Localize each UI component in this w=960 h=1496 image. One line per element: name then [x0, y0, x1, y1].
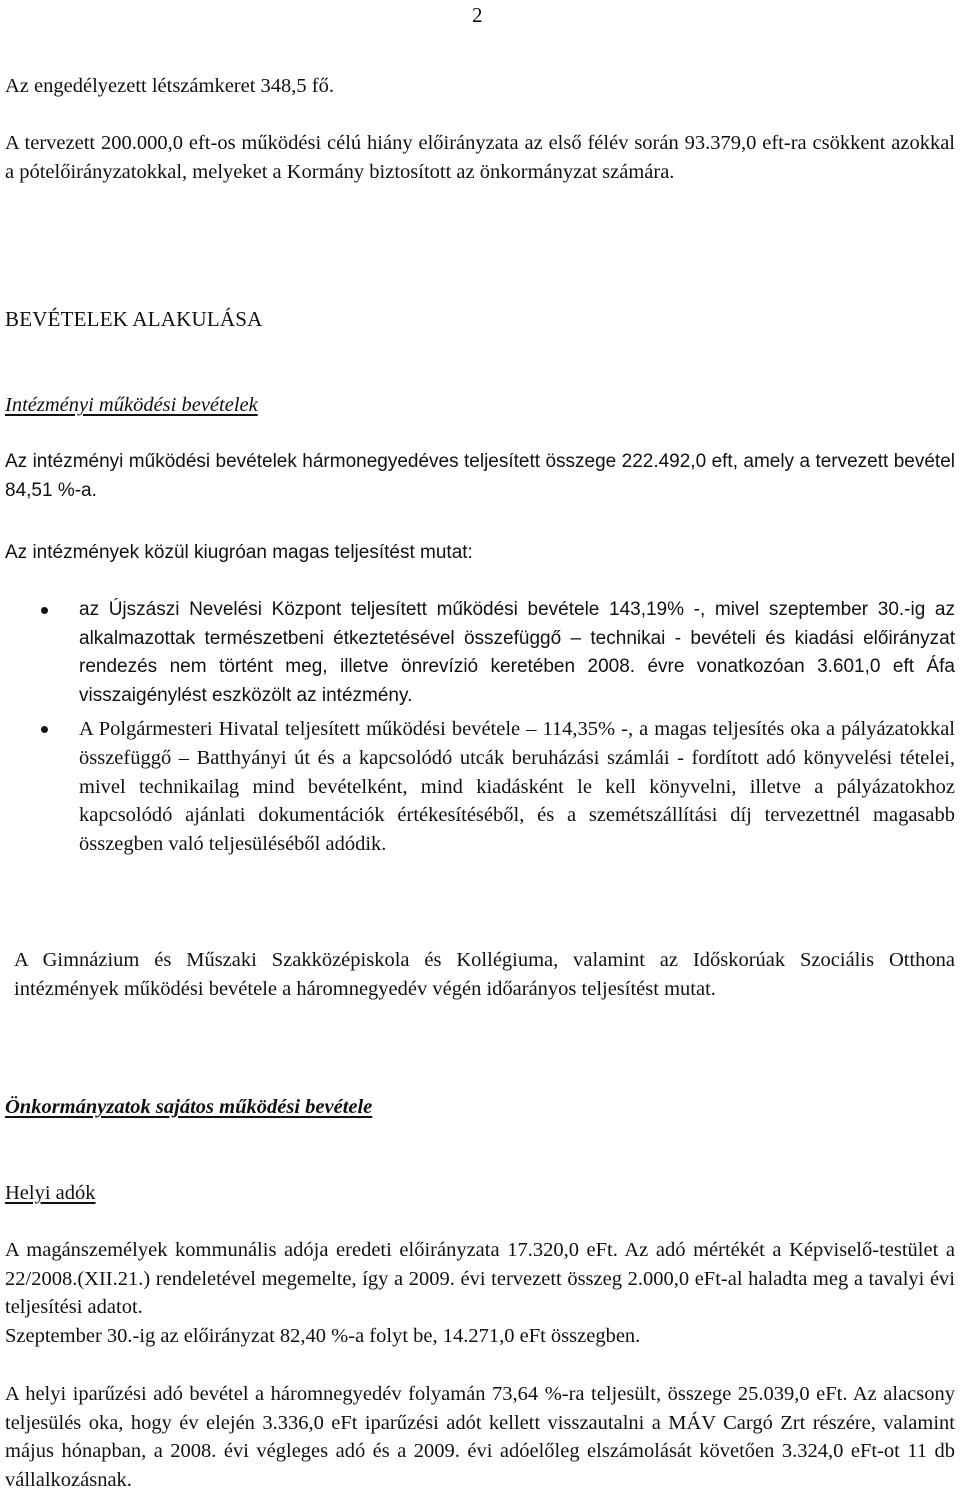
list-item [0, 715, 955, 858]
paragraph-communal-tax: A magánszemélyek kommunális adója eredeti előirányzata 17.320,0 eFt. Az adó mértékét a Képviselő-testület a 22/2008.(XII.21.) rendeletével megemelte, így a 2009. évi tervezett összeg 2.000,0 eFt-al haladta meg a tavalyi évi teljesítési adatot. [5, 1239, 955, 1319]
bullet-text: az Újszászi Nevelési Központ teljesített működési bevétele 143,19% -, mivel szeptember 30.-ig az alkalmazottak természetbeni étkeztetésével összefüggő – technikai - bevételi és kiadási előirányzat rendezés nem történt meg, illetve önrevízió keretében 2008. évre vonatkozóan 3.601,0 eft Áfa visszaigénylést eszközölt az intézmény. [79, 599, 955, 706]
list-item [0, 596, 955, 710]
paragraph-deficit: A tervezett 200.000,0 eft-os működési célú hiány előirányzata az első félév során 93.379,0 eft-ra csökkent azokkal a pótelőirányzatokkal, melyeket a Kormány biztosított az önkormányzat számára. [5, 132, 955, 183]
paragraph-institutional-total: Az intézményi működési bevételek hármonegyedéves teljesített összege 222.492,0 eft, amely a tervezett bevétel 84,51 %-a. [5, 451, 955, 501]
bullet-dot-icon [41, 607, 48, 614]
heading-local-taxes [5, 1179, 955, 1208]
page-number: 2 [472, 3, 483, 27]
paragraph-gymnasium: A Gimnázium és Műszaki Szakközépiskola és Kollégiuma, valamint az Időskorúak Szociális Otthona intézmények működési bevétele a háromnegyedév végén időarányos teljesítést mutat. [14, 949, 955, 1000]
heading-municipal-revenue [5, 1093, 955, 1122]
heading-institutional-revenues-text: Intézményi működési bevételek [5, 394, 258, 416]
bullet-dot-icon [41, 726, 48, 733]
paragraph-headcount: Az engedélyezett létszámkeret 348,5 fő. [5, 75, 334, 97]
paragraph-institutions-intro: Az intézmények közül kiugróan magas teljesítést mutat: [5, 542, 473, 563]
heading-revenues: BEVÉTELEK ALAKULÁSA [5, 307, 263, 331]
bullet-list [0, 596, 955, 858]
bullet-text: A Polgármesteri Hivatal teljesített működési bevétele – 114,35% -, a magas teljesítés oka a pályázatokkal összefüggő – Batthyányi út és a kapcsolódó utcák beruházási számlái - fordított adó könyvelési tételei, mivel technikailag mind bevételként, mind kiadásként le kell könyvelni, illetve a pályázatokhoz kapcsolódó ajánlati dokumentációk értékesítéséből, és a szemétszállítási díj tervezettnél magasabb összegben való teljesüléséből adódik. [79, 718, 955, 855]
heading-local-taxes-text: Helyi adók [5, 1182, 96, 1204]
paragraph-business-tax: A helyi iparűzési adó bevétel a háromnegyedév folyamán 73,64 %-ra teljesült, összege 25.039,0 eFt. Az alacsony teljesülés oka, hogy év elején 3.336,0 eFt iparűzési adót kellett visszautalni a MÁV Cargó Zrt részére, valamint május hónapban, a 2008. évi végleges adó és a 2009. évi adóelőleg elszámolását követően 3.324,0 eFt-ot 11 db vállalkozásnak. [5, 1383, 955, 1491]
paragraph-september: Szeptember 30.-ig az előirányzat 82,40 %-a folyt be, 14.271,0 eFt összegben. [5, 1325, 641, 1347]
heading-institutional-revenues [5, 391, 955, 420]
heading-municipal-revenue-text: Önkormányzatok sajátos működési bevétele [5, 1096, 373, 1118]
